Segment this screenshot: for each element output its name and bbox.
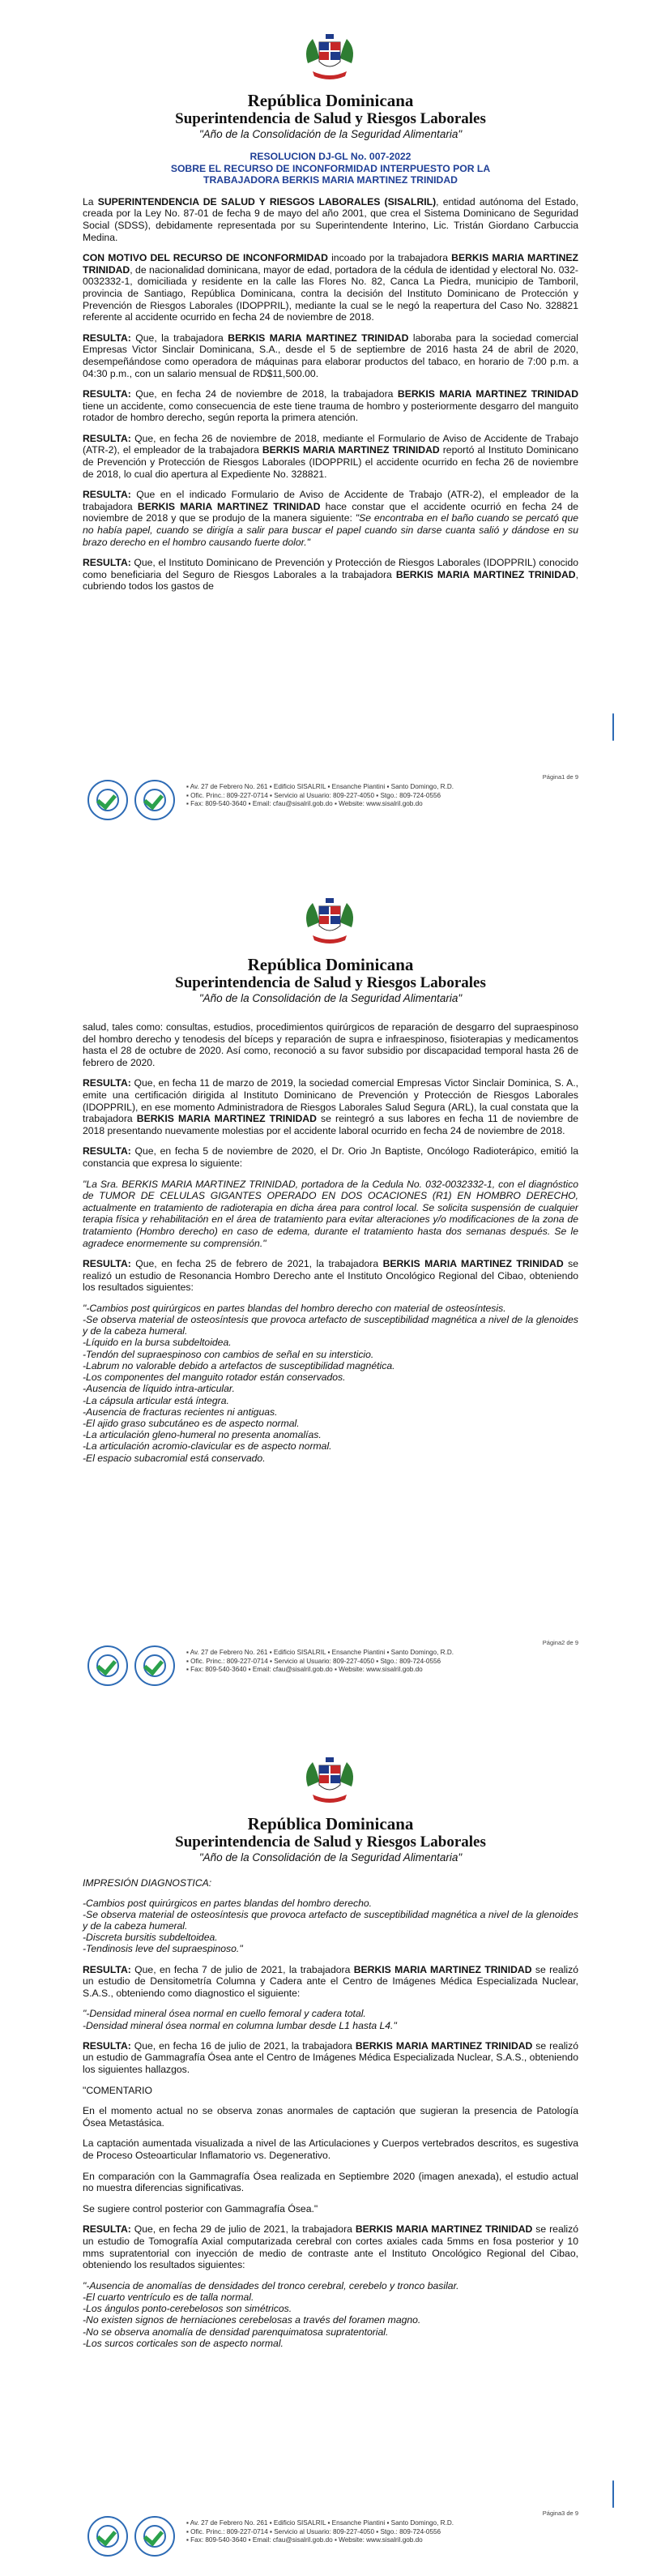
- paragraph: [83, 388, 578, 424]
- page-number: Página1 de 9: [542, 773, 578, 781]
- list-item: -Líquido en la bursa subdeltoidea.: [83, 1337, 232, 1349]
- bold-label: RESULTA:: [83, 2039, 131, 2052]
- document-page-2: [0, 866, 661, 1709]
- text: , de nacionalidad dominicana, mayor de edad, portadora de la cédula de identidad y electoral No. 032-0032332-1, domiciliada y residente en la calle las Flores No. 82, Canca La Piedra, municipio de Tamboril, provincia de Santiago, República Dominicana, contra la decisión del Instituto Dominicano de Protección y Prevención de Riesgos Laborales (IDOPPRIL), mediante la cual se le negó la reapertura del Caso No. 328821 referente al accidente ocurrido en fecha 24 de noviembre de 2018.: [83, 263, 578, 323]
- bold-label: RESULTA:: [83, 557, 131, 569]
- worker-name: BERKIS MARIA MARTINEZ TRINIDAD: [136, 1113, 317, 1125]
- text: se realizó un estudio de Densitometría Columna y Cadera ante el Centro de Imágenes Médica Especializada Nuclear, S.A.S., obteniendo como diagnostico el siguiente:: [83, 1963, 578, 1999]
- list-item: -El cuarto ventrículo es de talla normal.: [83, 2291, 254, 2303]
- footer-line: ▪ Ofic. Princ.: 809-227-0714 ▪ Servicio al Usuario: 809-227-4050 ▪ Stgo.: 809-724-0556: [186, 2527, 441, 2535]
- header-motto: "Año de la Consolidación de la Seguridad Alimentaria": [198, 1851, 463, 1864]
- text: se realizó un estudio de Tomografía Axial computarizada cerebral con cortes axiales cada 5mms en fosa posterior y 10 mms supratentorial con inyección de medio de contraste ante el Instituto Oncológico Regional del Cibao, obteniendo los resultados siguientes:: [83, 2223, 579, 2271]
- worker-name: BERKIS MARIA MARTINEZ TRINIDAD: [228, 332, 409, 344]
- page-footer: [83, 2510, 578, 2565]
- paragraph: En comparación con la Gammagrafía Ósea realizada en Septiembre 2020 (imagen anexada), el estudio actual no muestra diferencias significativas.: [83, 2170, 578, 2194]
- list-item: -Densidad mineral ósea normal en columna lumbar desde L1 hasta L4.": [83, 2019, 397, 2031]
- paragraph: [83, 2223, 578, 2270]
- resolution-number: RESOLUCION DJ-GL No. 007-2022: [249, 151, 412, 162]
- national-coat-of-arms-icon: [301, 895, 358, 952]
- margin-mark: [612, 713, 614, 741]
- footer-line: ▪ Av. 27 de Febrero No. 261 ▪ Edificio SISALRIL ▪ Ensanche Piantini ▪ Santo Domingo, R.D.: [186, 783, 454, 790]
- list-item: -Discreta bursitis subdeltoidea.: [83, 1932, 218, 1944]
- text: Que, en fecha 26 de noviembre de 2018, mediante el Formulario de Aviso de Accidente de Trabajo (ATR-2), el empleador de la trabajadora: [83, 432, 578, 456]
- list-item: -Los surcos corticales son de aspecto normal.: [83, 2337, 284, 2349]
- worker-name: BERKIS MARIA MARTINEZ TRINIDAD: [262, 444, 440, 456]
- page-footer: [83, 1639, 578, 1694]
- list-item: "-Densidad mineral ósea normal en cuello femoral y cadera total.: [83, 2008, 366, 2020]
- certification-logo-icon: [134, 2516, 175, 2557]
- footer-line: ▪ Fax: 809-540-3640 ▪ Email: cfau@sisalril.gob.do ▪ Website: www.sisalril.gob.do: [186, 1666, 423, 1674]
- paragraph: salud, tales como: consultas, estudios, procedimientos quirúrgicos de reparación de desgarro del supraespinoso del hombro derecho y tenodesis del bíceps y reparación de supra e infraespinoso, fisioterapias y medicamentos hasta el 28 de octubre de 2020. Así como, reconoció a su favor subsidio por discapacidad temporal hasta 26 de febrero de 2020.: [83, 1021, 578, 1068]
- bold-label: RESULTA:: [83, 489, 131, 501]
- bold-label: RESULTA:: [83, 1258, 131, 1270]
- document-page-1: [0, 0, 661, 843]
- paragraph: [83, 2040, 578, 2076]
- worker-name: BERKIS MARIA MARTINEZ TRINIDAD: [395, 568, 576, 580]
- text: Que, en fecha 24 de noviembre de 2018, la trabajadora: [130, 388, 398, 400]
- list-item: -Se observa material de osteosíntesis que provoca artefacto de susceptibilidad magnética a nivel de la glenoides y de la cabeza humeral.: [83, 1908, 578, 1932]
- header-subtitle: Superintendencia de Salud y Riesgos Laborales: [175, 110, 486, 127]
- header-title: República Dominicana: [247, 91, 414, 110]
- paragraph: La captación aumentada visualizada a nivel de las Articulaciones y Cuerpos vertebrados descritos, es sugestiva de Proceso Osteoarticular Inflamatorio vs. Degenerativo.: [83, 2137, 578, 2161]
- page-1-body: [83, 151, 578, 601]
- text: Que, en fecha 16 de julio de 2021, la trabajadora: [130, 2039, 356, 2052]
- footer-line: ▪ Av. 27 de Febrero No. 261 ▪ Edificio SISALRIL ▪ Ensanche Piantini ▪ Santo Domingo, R.D.: [186, 2519, 454, 2527]
- densitometry-list: [83, 2008, 578, 2030]
- list-item: -Los componentes del manguito rotador están conservados.: [83, 1371, 346, 1384]
- national-coat-of-arms-icon: [301, 1754, 358, 1811]
- worker-name: BERKIS MARIA MARTINEZ TRINIDAD: [137, 500, 321, 512]
- paragraph: [83, 252, 578, 323]
- list-item: -No se observa anomalía de densidad parenquimatosa supratentorial.: [83, 2326, 389, 2338]
- header-motto: "Año de la Consolidación de la Seguridad Alimentaria": [198, 128, 463, 140]
- section-heading: "COMENTARIO: [83, 2084, 153, 2096]
- list-item: -La articulación gleno-humeral no presenta anomalías.: [83, 1429, 322, 1441]
- paragraph: [83, 1258, 578, 1294]
- margin-mark: [612, 2480, 614, 2508]
- worker-name: BERKIS MARIA MARTINEZ TRINIDAD: [355, 2039, 533, 2052]
- bold-label: RESULTA:: [83, 388, 131, 400]
- certification-logos: [87, 780, 181, 824]
- resolution-title-line-1: SOBRE EL RECURSO DE INCONFORMIDAD INTERPUESTO POR LA: [170, 162, 491, 174]
- bold-label: CON MOTIVO DEL RECURSO DE INCONFORMIDAD: [83, 252, 328, 264]
- text: hace constar que el accidente ocurrió en fecha 24 de noviembre de 2018 y que se produjo de la manera siguiente:: [83, 500, 579, 524]
- page-number: Página2 de 9: [542, 1639, 578, 1646]
- text: Que, en fecha 25 de febrero de 2021, la trabajadora: [130, 1258, 383, 1270]
- worker-name: BERKIS MARIA MARTINEZ TRINIDAD: [355, 2223, 533, 2236]
- bold-label: RESULTA:: [83, 432, 131, 444]
- text: se realizó un estudio de Resonancia Hombro Derecho ante el Instituto Oncológico Regional del Cibao, obteniendo los resultados siguientes:: [83, 1258, 578, 1294]
- footer-line: ▪ Fax: 809-540-3640 ▪ Email: cfau@sisalril.gob.do ▪ Website: www.sisalril.gob.do: [186, 800, 423, 808]
- footer-address: [186, 1649, 462, 1675]
- bold-label: RESULTA:: [83, 1963, 131, 1975]
- document-page-3: [0, 1727, 661, 2576]
- entity-name: SUPERINTENDENCIA DE SALUD Y RIESGOS LABORALES (SISALRIL): [97, 195, 437, 208]
- certification-logos: [87, 2516, 181, 2561]
- header-motto: "Año de la Consolidación de la Seguridad Alimentaria": [198, 992, 463, 1004]
- paragraph: [83, 196, 578, 243]
- paragraph: [83, 433, 578, 480]
- certification-logo-icon: [87, 1645, 128, 1686]
- paragraph: [83, 1145, 578, 1169]
- list-item: -La articulación acromio-clavicular es de aspecto normal.: [83, 1440, 332, 1453]
- page-2-body: [83, 1021, 578, 1464]
- list-item: "-Ausencia de anomalías de densidades del tronco cerebral, cerebelo y tronco basilar.: [83, 2279, 459, 2291]
- text: Que, en fecha 7 de julio de 2021, la trabajadora: [130, 1963, 354, 1975]
- quote-text: "Se encontraba en el baño cuando se percató que no había papel, cuando se dirigía a salir para buscar el papel cuando sin darse cuanta salió y dándose en su brazo derecho en el hombro causando fuerte dolor.": [83, 512, 579, 548]
- text: , entidad autónoma del Estado, creada por la Ley No. 87-01 de fecha 9 de mayo del año 2001, que crea el Sistema Dominicano de Seguridad Social (SDSS), debidamente representada por su Superintendente Interino, Lic. Tristán Giordano Carbuccia Medina.: [83, 195, 578, 243]
- text: Que, el Instituto Dominicano de Prevención y Protección de Riesgos Laborales (IDOPPRIL) conocido como beneficiaria del Seguro de Riesgos Laborales a la trabajadora: [83, 557, 578, 580]
- text: laboraba para la sociedad comercial Empresas Victor Sinclair Dominicana, S.A., desde el 5 de septiembre de 2016 hasta 24 de abril de 2020, desempeñándose como operadora de máquinas para elaborar productos del tabaco, en horario de 7:00 p.m. a 04:30 p.m., con un salario mensual de RD$11,500.00.: [83, 332, 578, 379]
- list-item: -Se observa material de osteosíntesis que provoca artefacto de susceptibilidad magnética a nivel de la glenoides y de la cabeza humeral.: [83, 1314, 578, 1337]
- bold-label: RESULTA:: [83, 332, 131, 344]
- list-item: -La cápsula articular está íntegra.: [83, 1394, 229, 1406]
- list-item: -El ajido graso subcutáneo es de aspecto normal.: [83, 1417, 300, 1429]
- list-item: -Ausencia de fracturas recientes ni antiguas.: [83, 1406, 278, 1418]
- footer-line: ▪ Fax: 809-540-3640 ▪ Email: cfau@sisalril.gob.do ▪ Website: www.sisalril.gob.do: [186, 2536, 423, 2544]
- tomography-list: [83, 2280, 578, 2349]
- certification-logo-icon: [87, 780, 128, 820]
- text: La: [83, 195, 98, 208]
- worker-name: BERKIS MARIA MARTINEZ TRINIDAD: [397, 388, 578, 400]
- page-number: Página3 de 9: [542, 2510, 578, 2517]
- certification-logo-icon: [134, 780, 175, 820]
- national-coat-of-arms-icon: [301, 31, 358, 88]
- header-title: República Dominicana: [247, 955, 414, 974]
- list-item: -No existen signos de herniaciones cerebelosas a través del foramen magno.: [83, 2314, 421, 2326]
- paragraph: En el momento actual no se observa zonas anormales de captación que sugieran la presencia de Patología Ósea Metastásica.: [83, 2105, 578, 2129]
- paragraph: [83, 489, 578, 548]
- text: Que, en fecha 11 de marzo de 2019, la sociedad comercial Empresas Victor Sinclair Dominica, S. A., emite una certificación dirigida al Instituto Dominicano de Prevención y Protección de Riesgos Laborales (IDOPPRIL), en ese momento Administradora de Riesgos Laborales Salud Segura (ARL), la cual constata que la trabajadora: [83, 1077, 578, 1125]
- bold-label: RESULTA:: [83, 2223, 131, 2236]
- footer-address: [186, 783, 462, 809]
- paragraph: Se sugiere control posterior con Gammagrafía Ósea.": [83, 2202, 318, 2214]
- text: se realizó un estudio de Gammagrafía Ósea ante el Centro de Imágenes Médica Especializada Nuclear, S.A.S., obteniendo los siguientes hallazgos.: [83, 2039, 579, 2075]
- list-item: -Tendón del supraespinoso con cambios de señal en su intersticio.: [83, 1348, 374, 1360]
- diagnosis-list: [83, 1898, 578, 1955]
- list-item: -El espacio subacromial está conservado.: [83, 1452, 266, 1464]
- footer-line: ▪ Ofic. Princ.: 809-227-0714 ▪ Servicio al Usuario: 809-227-4050 ▪ Stgo.: 809-724-0556: [186, 791, 441, 799]
- certification-logo-icon: [134, 1645, 175, 1686]
- certification-logos: [87, 1645, 181, 1690]
- quote-paragraph: "La Sra. BERKIS MARIA MARTINEZ TRINIDAD, portadora de la Cedula No. 032-0032332-1, con el diagnóstico de TUMOR DE CELULAS GIGANTES OPERADO EN DOS OCACIONES (R1) EN HOMBRO DERECHO, actualmente en tratamiento de radioterapia en dicha área para control local. Se solicita suspensión de cualquier terapia física y rehabilitación en el área de tratamiento para evitar alteraciones y/o modificaciones de la zona de tratamiento (Hombro derecho) en caso de edema, durante el tratamiento hasta dos semanas después. Se le agradece enormemente su comprensión.": [83, 1178, 578, 1249]
- paragraph: [83, 1964, 578, 2000]
- list-item: -Ausencia de líquido intra-articular.: [83, 1383, 235, 1395]
- text: incoado por la trabajadora: [327, 252, 452, 264]
- resolution-title-line-2: TRABAJADORA BERKIS MARIA MARTINEZ TRINIDAD: [203, 174, 458, 186]
- list-item: -Labrum no valorable debido a artefactos de susceptibilidad magnética.: [83, 1359, 395, 1371]
- header-subtitle: Superintendencia de Salud y Riesgos Laborales: [175, 974, 486, 991]
- text: se reintegró a sus labores en fecha 11 de noviembre de 2018 presentando nuevamente molestias por el accidente laboral ocurrido en fecha 24 de noviembre de 2018.: [83, 1113, 579, 1136]
- certification-logo-icon: [87, 2516, 128, 2557]
- list-item: -Tendinosis leve del supraespinoso.": [83, 1943, 243, 1955]
- worker-name: BERKIS MARIA MARTINEZ TRINIDAD: [382, 1258, 564, 1270]
- text: , cubriendo todos los gastos de: [83, 568, 578, 593]
- footer-line: ▪ Av. 27 de Febrero No. 261 ▪ Edificio SISALRIL ▪ Ensanche Piantini ▪ Santo Domingo, R.D.: [186, 1649, 454, 1656]
- header-subtitle: Superintendencia de Salud y Riesgos Laborales: [175, 1834, 486, 1851]
- findings-list: [83, 1303, 578, 1464]
- text: Que, en fecha 29 de julio de 2021, la trabajadora: [130, 2223, 356, 2236]
- worker-name: BERKIS MARIA MARTINEZ TRINIDAD: [353, 1963, 532, 1975]
- worker-name: BERKIS MARIA MARTINEZ TRINIDAD: [83, 252, 578, 276]
- paragraph: [83, 1077, 578, 1136]
- section-heading: IMPRESIÓN DIAGNOSTICA:: [83, 1877, 212, 1889]
- list-item: -Cambios post quirúrgicos en partes blandas del hombro derecho.: [83, 1897, 373, 1909]
- text: Que, en fecha 5 de noviembre de 2020, el Dr. Orio Jn Baptiste, Oncólogo Radioterápico, emitió la constancia que expresa lo siguiente:: [83, 1145, 578, 1169]
- header-title: República Dominicana: [247, 1814, 414, 1834]
- paragraph: [83, 332, 578, 379]
- text: Que en el indicado Formulario de Aviso de Accidente de Trabajo (ATR-2), el empleador de la trabajadora: [83, 489, 578, 512]
- page-3-body: [83, 1877, 578, 2349]
- footer-address: [186, 2519, 462, 2545]
- bold-label: RESULTA:: [83, 1077, 131, 1089]
- text: tiene un accidente, como consecuencia de este tiene trauma de hombro y posteriormente desgarro del manguito rotador de hombro derecho, según reporta la primera atención.: [83, 400, 578, 424]
- list-item: -Los ángulos ponto-cerebelosos son simétricos.: [83, 2303, 292, 2315]
- bold-label: RESULTA:: [83, 1145, 131, 1157]
- text: Que, la trabajadora: [130, 332, 228, 344]
- text: reportó al Instituto Dominicano de Prevención y Protección de Riesgos Laborales (IDOPPRIL) el accidente ocurrido en fecha 26 de noviembre de 2018, lo cual dio apertura al Expediente No. 328821.: [83, 444, 579, 480]
- page-footer: [83, 773, 578, 828]
- list-item: "-Cambios post quirúrgicos en partes blandas del hombro derecho con material de osteosíntesis.: [83, 1302, 506, 1314]
- footer-line: ▪ Ofic. Princ.: 809-227-0714 ▪ Servicio al Usuario: 809-227-4050 ▪ Stgo.: 809-724-0556: [186, 1657, 441, 1665]
- paragraph: [83, 557, 578, 593]
